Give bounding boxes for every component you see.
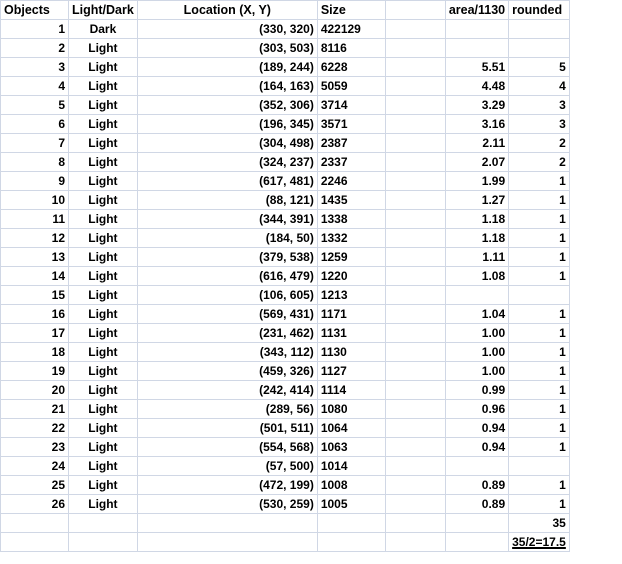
cell-location[interactable]: (530, 259) <box>137 495 317 514</box>
cell-blank[interactable] <box>385 305 445 324</box>
empty-cell[interactable] <box>385 533 445 552</box>
cell-area[interactable]: 0.89 <box>445 476 508 495</box>
cell-light-dark[interactable]: Light <box>69 343 138 362</box>
cell-light-dark[interactable]: Light <box>69 153 138 172</box>
cell-location[interactable]: (352, 306) <box>137 96 317 115</box>
cell-rounded[interactable]: 1 <box>509 438 570 457</box>
cell-object[interactable]: 5 <box>1 96 69 115</box>
cell-blank[interactable] <box>385 248 445 267</box>
empty-cell[interactable] <box>137 533 317 552</box>
cell-size[interactable]: 2246 <box>317 172 385 191</box>
cell-area[interactable]: 1.18 <box>445 229 508 248</box>
cell-size[interactable]: 1127 <box>317 362 385 381</box>
cell-area[interactable]: 2.07 <box>445 153 508 172</box>
cell-rounded[interactable]: 1 <box>509 248 570 267</box>
table-row <box>1 305 570 324</box>
cell-area[interactable]: 2.11 <box>445 134 508 153</box>
cell-rounded[interactable] <box>509 457 570 476</box>
cell-blank[interactable] <box>385 495 445 514</box>
cell-location[interactable]: (344, 391) <box>137 210 317 229</box>
table-row <box>1 229 570 248</box>
cell-location[interactable]: (88, 121) <box>137 191 317 210</box>
cell-area[interactable]: 1.11 <box>445 248 508 267</box>
summary-total[interactable]: 35 <box>509 514 570 533</box>
cell-object[interactable]: 13 <box>1 248 69 267</box>
cell-rounded[interactable]: 1 <box>509 343 570 362</box>
cell-rounded[interactable] <box>509 286 570 305</box>
cell-rounded[interactable]: 1 <box>509 191 570 210</box>
cell-object[interactable]: 23 <box>1 438 69 457</box>
cell-light-dark[interactable]: Light <box>69 457 138 476</box>
cell-location[interactable]: (379, 538) <box>137 248 317 267</box>
cell-rounded[interactable]: 1 <box>509 324 570 343</box>
cell-location[interactable]: (330, 320) <box>137 20 317 39</box>
cell-location[interactable]: (617, 481) <box>137 172 317 191</box>
cell-size[interactable]: 1220 <box>317 267 385 286</box>
cell-object[interactable]: 19 <box>1 362 69 381</box>
cell-light-dark[interactable]: Dark <box>69 20 138 39</box>
cell-blank[interactable] <box>385 96 445 115</box>
cell-light-dark[interactable]: Light <box>69 134 138 153</box>
cell-location[interactable]: (184, 50) <box>137 229 317 248</box>
cell-location[interactable]: (242, 414) <box>137 381 317 400</box>
table-row <box>1 324 570 343</box>
cell-blank[interactable] <box>385 210 445 229</box>
cell-blank[interactable] <box>385 343 445 362</box>
cell-area[interactable]: 1.18 <box>445 210 508 229</box>
cell-size[interactable]: 6228 <box>317 58 385 77</box>
cell-object[interactable]: 22 <box>1 419 69 438</box>
cell-rounded[interactable]: 4 <box>509 77 570 96</box>
cell-area[interactable]: 1.00 <box>445 324 508 343</box>
cell-size[interactable]: 422129 <box>317 20 385 39</box>
cell-area[interactable]: 0.96 <box>445 400 508 419</box>
cell-object[interactable]: 9 <box>1 172 69 191</box>
cell-size[interactable]: 1435 <box>317 191 385 210</box>
cell-size[interactable]: 1014 <box>317 457 385 476</box>
cell-size[interactable]: 1332 <box>317 229 385 248</box>
cell-light-dark[interactable]: Light <box>69 362 138 381</box>
cell-light-dark[interactable]: Light <box>69 191 138 210</box>
cell-location[interactable]: (57, 500) <box>137 457 317 476</box>
cell-light-dark[interactable]: Light <box>69 324 138 343</box>
cell-light-dark[interactable]: Light <box>69 381 138 400</box>
table-row <box>1 286 570 305</box>
cell-rounded[interactable]: 1 <box>509 381 570 400</box>
cell-blank[interactable] <box>385 286 445 305</box>
cell-blank[interactable] <box>385 153 445 172</box>
cell-area[interactable]: 0.94 <box>445 419 508 438</box>
cell-blank[interactable] <box>385 20 445 39</box>
cell-light-dark[interactable]: Light <box>69 229 138 248</box>
cell-rounded[interactable]: 5 <box>509 58 570 77</box>
header-rounded[interactable]: rounded <box>509 1 570 20</box>
table-row <box>1 191 570 210</box>
cell-light-dark[interactable]: Light <box>69 305 138 324</box>
empty-cell[interactable] <box>1 514 69 533</box>
header-light-dark[interactable]: Light/Dark <box>69 1 138 20</box>
cell-size[interactable]: 1005 <box>317 495 385 514</box>
cell-rounded[interactable]: 1 <box>509 362 570 381</box>
cell-area[interactable]: 1.99 <box>445 172 508 191</box>
cell-area[interactable]: 1.00 <box>445 343 508 362</box>
cell-rounded[interactable]: 1 <box>509 400 570 419</box>
cell-area[interactable]: 1.27 <box>445 191 508 210</box>
cell-object[interactable]: 2 <box>1 39 69 58</box>
cell-light-dark[interactable]: Light <box>69 115 138 134</box>
cell-blank[interactable] <box>385 476 445 495</box>
cell-object[interactable]: 12 <box>1 229 69 248</box>
cell-area[interactable]: 3.16 <box>445 115 508 134</box>
cell-size[interactable]: 1063 <box>317 438 385 457</box>
cell-rounded[interactable]: 1 <box>509 267 570 286</box>
cell-size[interactable]: 1064 <box>317 419 385 438</box>
cell-blank[interactable] <box>385 267 445 286</box>
table-row <box>1 438 570 457</box>
cell-size[interactable]: 2387 <box>317 134 385 153</box>
cell-light-dark[interactable]: Light <box>69 39 138 58</box>
table-row <box>1 77 570 96</box>
cell-area[interactable]: 4.48 <box>445 77 508 96</box>
cell-object[interactable]: 18 <box>1 343 69 362</box>
table-row <box>1 381 570 400</box>
cell-light-dark[interactable]: Light <box>69 210 138 229</box>
cell-object[interactable]: 8 <box>1 153 69 172</box>
cell-location[interactable]: (304, 498) <box>137 134 317 153</box>
cell-size[interactable]: 1114 <box>317 381 385 400</box>
cell-location[interactable]: (196, 345) <box>137 115 317 134</box>
cell-object[interactable]: 26 <box>1 495 69 514</box>
cell-location[interactable]: (289, 56) <box>137 400 317 419</box>
cell-location[interactable]: (303, 503) <box>137 39 317 58</box>
cell-size[interactable]: 1130 <box>317 343 385 362</box>
summary-total-row <box>1 514 570 533</box>
cell-size[interactable]: 3714 <box>317 96 385 115</box>
cell-rounded[interactable]: 3 <box>509 96 570 115</box>
cell-object[interactable]: 1 <box>1 20 69 39</box>
cell-blank[interactable] <box>385 324 445 343</box>
cell-rounded[interactable] <box>509 39 570 58</box>
cell-blank[interactable] <box>385 77 445 96</box>
cell-blank[interactable] <box>385 419 445 438</box>
empty-cell[interactable] <box>69 533 138 552</box>
summary-half: 35/2=17.5 <box>512 535 566 549</box>
cell-blank[interactable] <box>385 400 445 419</box>
cell-area[interactable]: 1.00 <box>445 362 508 381</box>
cell-blank[interactable] <box>385 115 445 134</box>
cell-object[interactable]: 11 <box>1 210 69 229</box>
table-row <box>1 400 570 419</box>
table-row <box>1 134 570 153</box>
cell-area[interactable]: 0.94 <box>445 438 508 457</box>
cell-area[interactable] <box>445 457 508 476</box>
summary-half-cell[interactable] <box>509 533 570 552</box>
cell-light-dark[interactable]: Light <box>69 476 138 495</box>
summary-half-row <box>1 533 570 552</box>
cell-light-dark[interactable]: Light <box>69 267 138 286</box>
cell-light-dark[interactable]: Light <box>69 172 138 191</box>
cell-blank[interactable] <box>385 58 445 77</box>
cell-location[interactable]: (569, 431) <box>137 305 317 324</box>
cell-blank[interactable] <box>385 172 445 191</box>
cell-size[interactable]: 1080 <box>317 400 385 419</box>
table-row <box>1 153 570 172</box>
empty-cell[interactable] <box>317 533 385 552</box>
empty-cell[interactable] <box>1 533 69 552</box>
cell-object[interactable]: 14 <box>1 267 69 286</box>
table-row <box>1 362 570 381</box>
cell-blank[interactable] <box>385 134 445 153</box>
cell-light-dark[interactable]: Light <box>69 286 138 305</box>
cell-size[interactable]: 1008 <box>317 476 385 495</box>
cell-area[interactable] <box>445 20 508 39</box>
cell-blank[interactable] <box>385 229 445 248</box>
cell-blank[interactable] <box>385 39 445 58</box>
cell-rounded[interactable]: 1 <box>509 476 570 495</box>
empty-cell[interactable] <box>445 514 508 533</box>
table-row <box>1 39 570 58</box>
header-location[interactable]: Location (X, Y) <box>137 1 317 20</box>
empty-cell[interactable] <box>445 533 508 552</box>
cell-object[interactable]: 16 <box>1 305 69 324</box>
cell-area[interactable]: 1.04 <box>445 305 508 324</box>
cell-object[interactable]: 20 <box>1 381 69 400</box>
cell-size[interactable]: 5059 <box>317 77 385 96</box>
cell-object[interactable]: 24 <box>1 457 69 476</box>
table-row <box>1 210 570 229</box>
cell-size[interactable]: 3571 <box>317 115 385 134</box>
cell-object[interactable]: 7 <box>1 134 69 153</box>
cell-object[interactable]: 17 <box>1 324 69 343</box>
cell-rounded[interactable]: 2 <box>509 134 570 153</box>
cell-size[interactable]: 1259 <box>317 248 385 267</box>
cell-area[interactable]: 1.08 <box>445 267 508 286</box>
cell-rounded[interactable]: 2 <box>509 153 570 172</box>
cell-blank[interactable] <box>385 457 445 476</box>
cell-rounded[interactable]: 1 <box>509 172 570 191</box>
table-row <box>1 457 570 476</box>
table-row <box>1 248 570 267</box>
cell-area[interactable] <box>445 39 508 58</box>
empty-cell[interactable] <box>69 514 138 533</box>
empty-cell[interactable] <box>317 514 385 533</box>
table-row <box>1 115 570 134</box>
table-row <box>1 343 570 362</box>
cell-area[interactable]: 0.89 <box>445 495 508 514</box>
cell-blank[interactable] <box>385 362 445 381</box>
cell-rounded[interactable]: 1 <box>509 229 570 248</box>
cell-object[interactable]: 10 <box>1 191 69 210</box>
cell-size[interactable]: 2337 <box>317 153 385 172</box>
cell-area[interactable]: 5.51 <box>445 58 508 77</box>
cell-location[interactable]: (231, 462) <box>137 324 317 343</box>
cell-light-dark[interactable]: Light <box>69 77 138 96</box>
table-row <box>1 172 570 191</box>
cell-location[interactable]: (501, 511) <box>137 419 317 438</box>
cell-object[interactable]: 6 <box>1 115 69 134</box>
table-row <box>1 20 570 39</box>
cell-light-dark[interactable]: Light <box>69 248 138 267</box>
cell-rounded[interactable]: 1 <box>509 419 570 438</box>
cell-location[interactable]: (472, 199) <box>137 476 317 495</box>
cell-area[interactable]: 3.29 <box>445 96 508 115</box>
table-row <box>1 476 570 495</box>
cell-light-dark[interactable]: Light <box>69 58 138 77</box>
cell-rounded[interactable]: 3 <box>509 115 570 134</box>
cell-size[interactable]: 1131 <box>317 324 385 343</box>
cell-rounded[interactable]: 1 <box>509 495 570 514</box>
cell-size[interactable]: 1338 <box>317 210 385 229</box>
cell-object[interactable]: 21 <box>1 400 69 419</box>
cell-area[interactable]: 0.99 <box>445 381 508 400</box>
header-size[interactable]: Size <box>317 1 385 20</box>
cell-location[interactable]: (189, 244) <box>137 58 317 77</box>
cell-light-dark[interactable]: Light <box>69 438 138 457</box>
table-row <box>1 495 570 514</box>
cell-light-dark[interactable]: Light <box>69 495 138 514</box>
cell-object[interactable]: 3 <box>1 58 69 77</box>
cell-light-dark[interactable]: Light <box>69 400 138 419</box>
cell-rounded[interactable] <box>509 20 570 39</box>
cell-light-dark[interactable]: Light <box>69 419 138 438</box>
header-area[interactable]: area/1130 <box>445 1 508 20</box>
cell-size[interactable]: 8116 <box>317 39 385 58</box>
table-row <box>1 58 570 77</box>
cell-blank[interactable] <box>385 191 445 210</box>
cell-location[interactable]: (459, 326) <box>137 362 317 381</box>
cell-blank[interactable] <box>385 438 445 457</box>
header-blank[interactable] <box>385 1 445 20</box>
table-row <box>1 96 570 115</box>
cell-rounded[interactable]: 1 <box>509 210 570 229</box>
cell-object[interactable]: 15 <box>1 286 69 305</box>
cell-size[interactable]: 1213 <box>317 286 385 305</box>
cell-location[interactable]: (343, 112) <box>137 343 317 362</box>
cell-object[interactable]: 25 <box>1 476 69 495</box>
cell-location[interactable]: (324, 237) <box>137 153 317 172</box>
empty-cell[interactable] <box>137 514 317 533</box>
cell-light-dark[interactable]: Light <box>69 96 138 115</box>
header-objects[interactable]: Objects <box>1 1 69 20</box>
empty-cell[interactable] <box>385 514 445 533</box>
cell-area[interactable] <box>445 286 508 305</box>
cell-location[interactable]: (106, 605) <box>137 286 317 305</box>
cell-location[interactable]: (616, 479) <box>137 267 317 286</box>
cell-object[interactable]: 4 <box>1 77 69 96</box>
cell-blank[interactable] <box>385 381 445 400</box>
table-row <box>1 267 570 286</box>
cell-rounded[interactable]: 1 <box>509 305 570 324</box>
cell-location[interactable]: (554, 568) <box>137 438 317 457</box>
header-row <box>1 1 570 20</box>
cell-size[interactable]: 1171 <box>317 305 385 324</box>
cell-location[interactable]: (164, 163) <box>137 77 317 96</box>
table-row <box>1 419 570 438</box>
